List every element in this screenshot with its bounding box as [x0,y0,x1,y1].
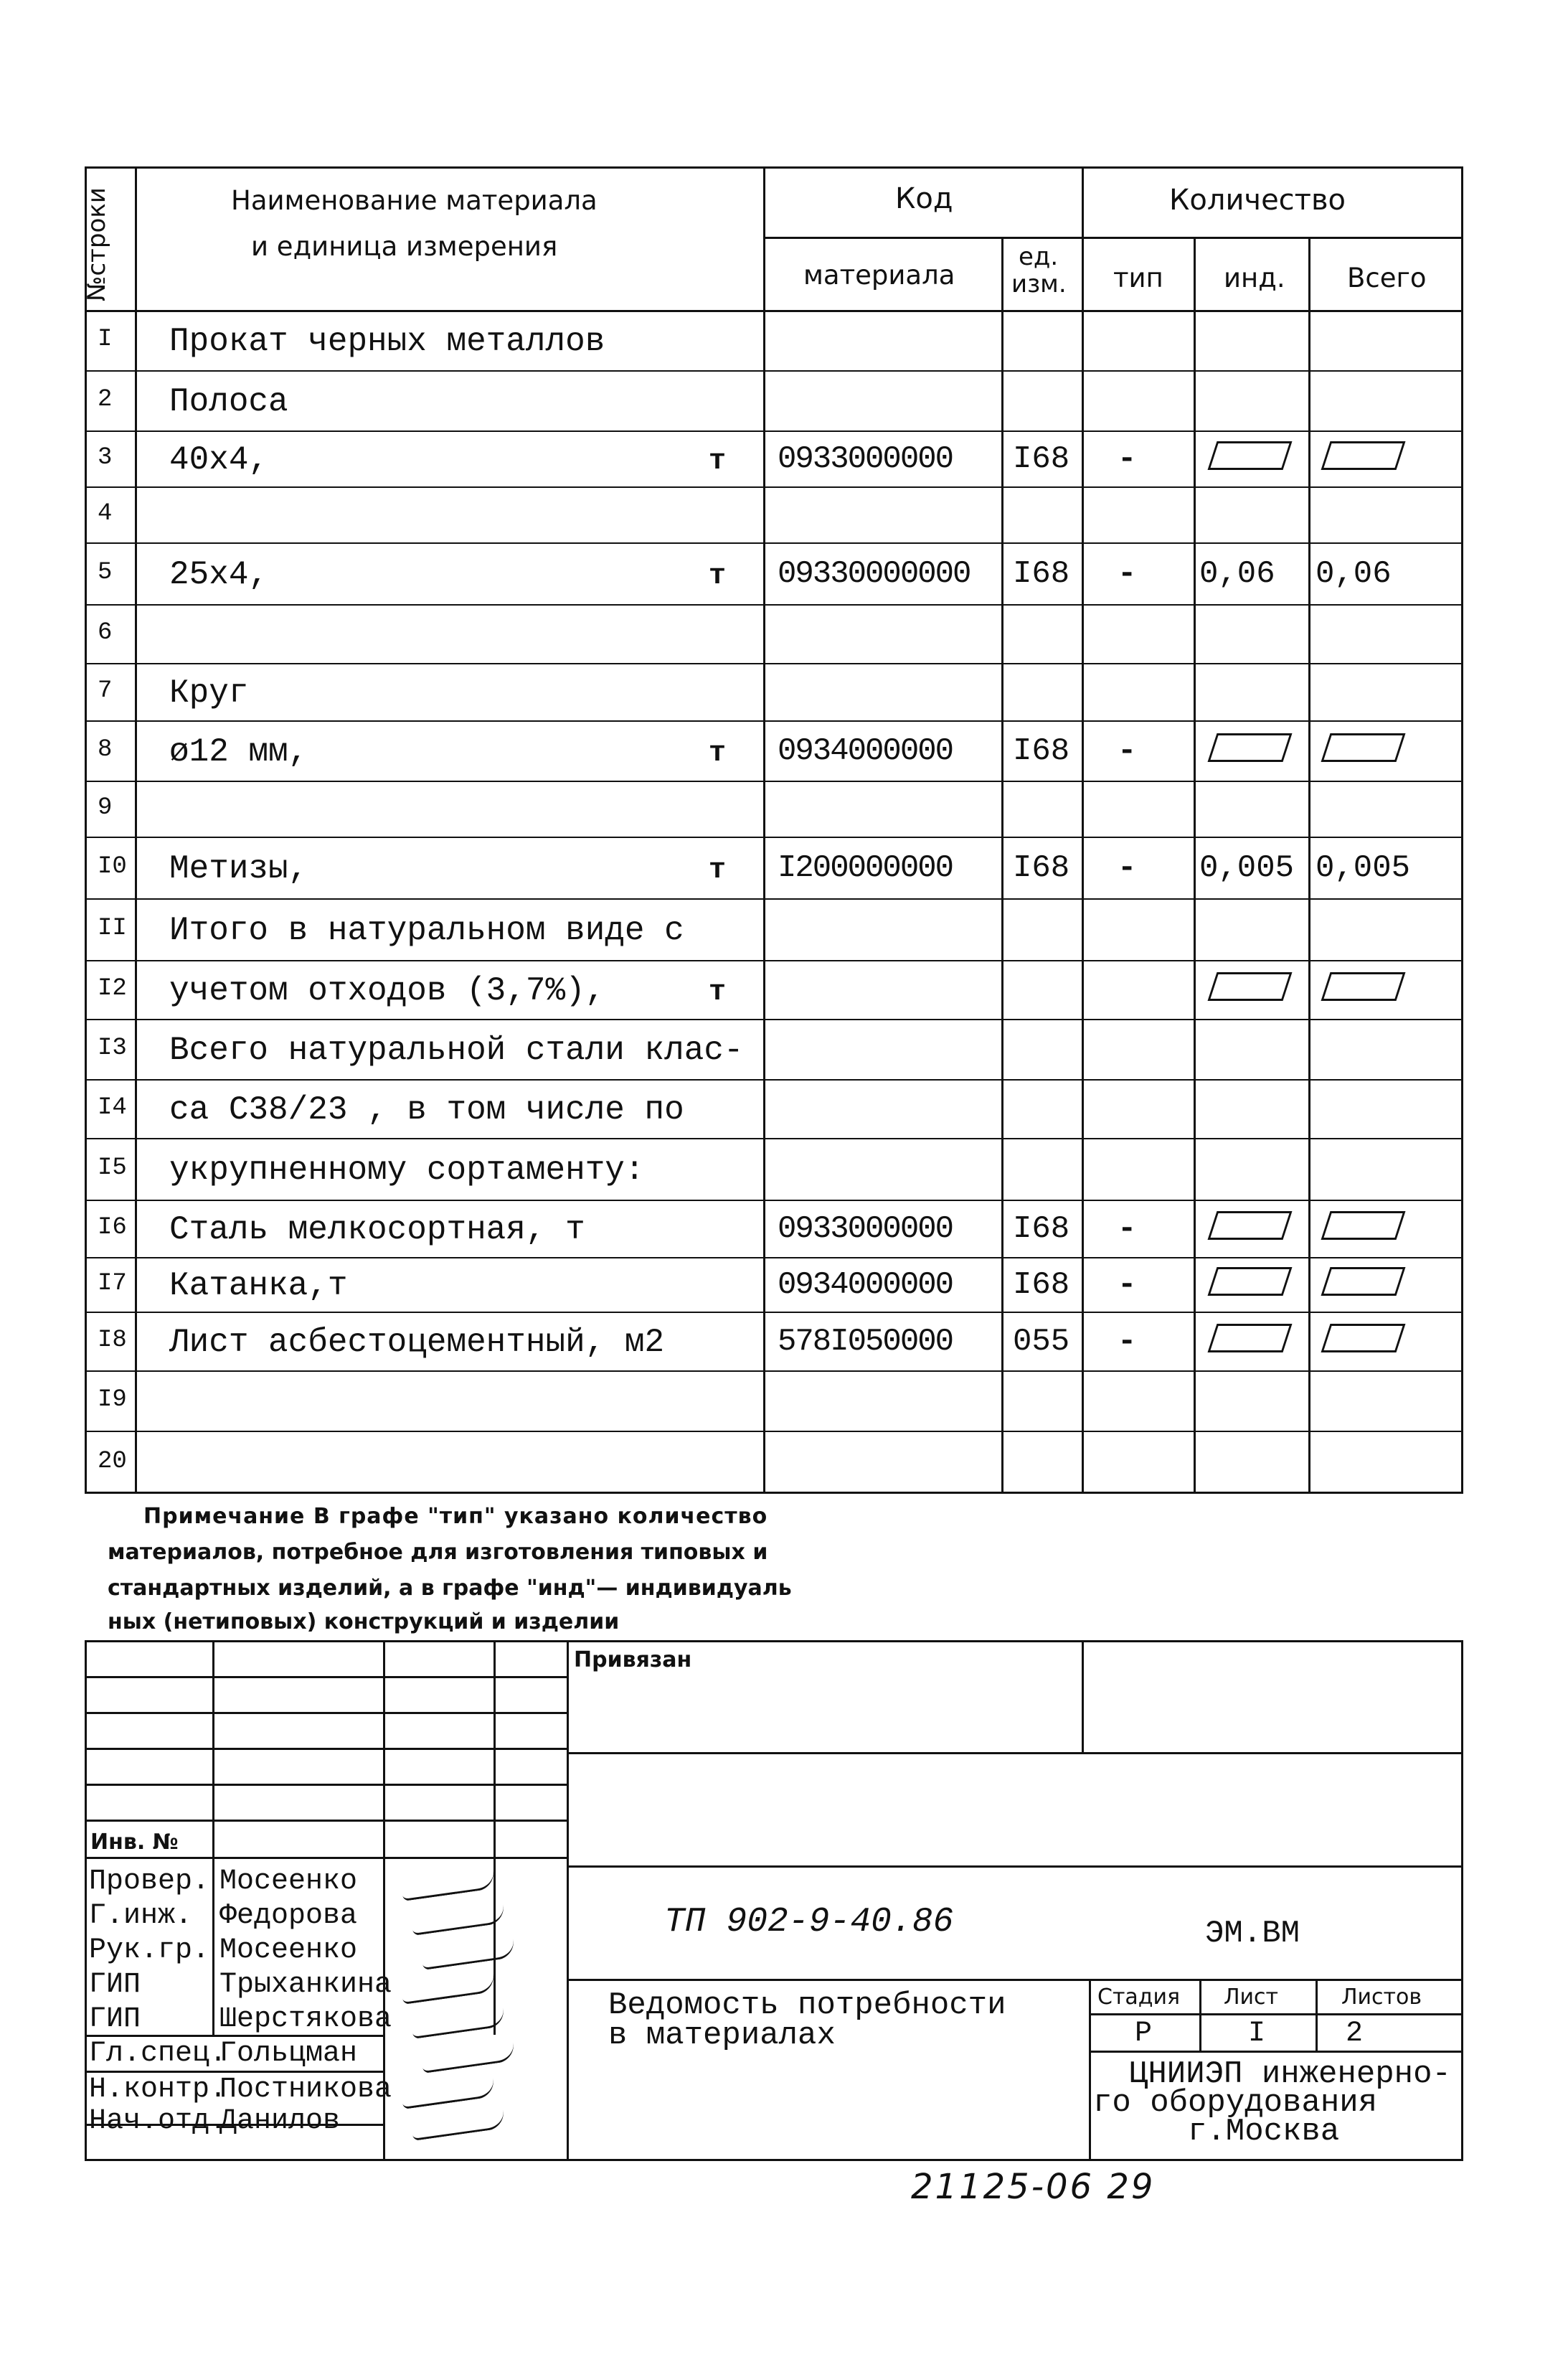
material-name: Прокат черных металлов [169,323,605,360]
row-number: I4 [98,1094,127,1121]
signer-role: Провер. [89,1865,210,1898]
divider [1089,1979,1091,2161]
type-header: тип [1113,263,1163,293]
signer-name: Мосеенко [219,1934,358,1967]
row-divider [85,1019,1463,1020]
blank-value-box [1321,1267,1406,1296]
code-header: Код [895,182,953,215]
signer-name: Гольцман [219,2038,358,2070]
divider [1199,1979,1201,2051]
divider [1308,237,1310,1494]
inventory-label: Инв. № [90,1830,179,1855]
row-number: 7 [98,677,113,705]
row-divider [85,1431,1463,1432]
divider [763,166,765,1494]
measure-code: I68 [1013,1267,1070,1303]
quantity-header: Количество [1169,184,1346,217]
signer-name: Федорова [219,1900,358,1932]
blank-value-box [1208,972,1293,1001]
material-name: Всего натуральной стали клас- [169,1032,744,1069]
row-number: 8 [98,736,113,763]
sheet-value: I [1248,2018,1266,2050]
type-value: - [1118,1267,1137,1303]
material-unit-header: и единица измерения [251,231,558,262]
signer-role: ГИП [89,1969,141,2001]
ind-header: инд. [1224,263,1285,293]
row-unit: т [709,446,727,478]
sheets-label: Листов [1341,1985,1422,2010]
sheets-value: 2 [1346,2018,1364,2050]
row-number: II [98,915,127,942]
material-name: Метизы, [169,850,308,888]
footer-number: 21125-06 29 [911,2167,1156,2207]
row-unit: т [709,976,727,1009]
material-name: Полоса [169,383,288,420]
row-number: I0 [98,853,127,880]
material-code: 578I050000 [778,1324,953,1360]
note-line-1: Примечание В графе "тип" указано количество [143,1504,768,1529]
material-code: 0934000000 [778,733,953,769]
blank-value-box [1321,1324,1406,1352]
signer-name: Шерстякова [219,2003,392,2036]
row-number: I8 [98,1327,127,1354]
blank-value-box [1208,1211,1293,1240]
ind-value: 0,005 [1199,850,1295,886]
divider [1089,2013,1463,2015]
row-number: 4 [98,500,113,527]
signer-role: Нач.отд. [89,2105,227,2137]
divider [85,1712,567,1714]
signer-name: Мосеенко [219,1865,358,1898]
divider [1082,166,1084,1494]
signer-name: Трыханкина [219,1969,392,2001]
row-divider [85,1257,1463,1258]
divider [212,1640,214,2035]
row-number: 5 [98,559,113,586]
blank-value-box [1321,733,1406,762]
unit-header-2: изм. [1011,270,1067,298]
row-divider [85,898,1463,900]
material-name: 25x4, [169,556,269,593]
material-name: ø12 мм, [169,733,308,771]
divider [1001,237,1003,1494]
row-unit: т [709,738,727,770]
row-number: I2 [98,975,127,1002]
divider [85,2071,383,2073]
type-value: - [1118,1211,1137,1247]
material-code: 0933000000 [778,1211,953,1247]
row-number: I9 [98,1386,127,1413]
row-divider [85,1138,1463,1139]
material-code: 09330000000 [778,556,970,592]
divider [135,166,137,1494]
row-number: 3 [98,444,113,471]
divider [1082,1640,1084,1752]
divider [1089,2051,1463,2053]
row-unit: т [709,560,727,593]
note-line-4: ных (нетиповых) конструкций и изделии [108,1609,620,1634]
note-line-2: материалов, потребное для изготовления типовых и [108,1540,768,1565]
organization-line-1: ЦНИИЭП инженерно- [1129,2056,1451,2092]
stage-value: Р [1135,2018,1153,2050]
row-divider [85,604,1463,606]
blank-value-box [1321,972,1406,1001]
type-value: - [1118,441,1137,477]
row-unit: т [709,855,727,887]
row-number: I [98,326,113,353]
row-divider [85,542,1463,544]
row-number: I3 [98,1035,127,1062]
material-name: 40x4, [169,441,269,479]
divider [85,1748,567,1750]
measure-code: I68 [1013,1211,1070,1247]
divider [567,1640,569,2161]
measure-code: I68 [1013,556,1070,592]
type-value: - [1118,733,1137,769]
organization-line-3: г.Москва [1188,2114,1340,2150]
total-header: Всего [1347,263,1427,293]
signer-role: ГИП [89,2003,141,2036]
material-name-header: Наименование материала [231,185,598,216]
row-divider [85,430,1463,432]
note-line-3: стандартных изделий, а в графе "инд"— индивидуаль [108,1576,792,1601]
material-name: учетом отходов (3,7%), [169,972,605,1009]
sheet-label: Лист [1224,1985,1279,2010]
divider [1194,237,1196,1494]
signer-role: Гл.спец. [89,2038,227,2070]
row-divider [85,1079,1463,1081]
material-code: I200000000 [778,850,953,886]
row-divider [85,1200,1463,1201]
divider [85,310,1463,312]
row-number: I6 [98,1214,127,1241]
measure-code: I68 [1013,850,1070,886]
row-divider [85,486,1463,488]
blank-value-box [1208,733,1293,762]
row-number-header: №строки [82,187,111,301]
signer-name: Данилов [219,2105,341,2137]
divider [85,1857,567,1859]
row-divider [85,1312,1463,1313]
row-divider [85,370,1463,372]
blank-value-box [1208,441,1293,470]
document-title-2: в материалах [608,2018,836,2053]
material-name: Лист асбестоцементный, м2 [169,1324,665,1361]
stage-label: Стадия [1097,1985,1181,2010]
material-name: са С38/23 , в том числе по [169,1091,684,1129]
divider [567,1865,1463,1868]
signer-role: Рук.гр. [89,1934,210,1967]
signer-role: Г.инж. [89,1900,193,1932]
row-divider [85,663,1463,664]
divider [567,1979,1463,1981]
row-number: I7 [98,1270,127,1297]
divider [493,1640,496,2035]
material-code: 0933000000 [778,441,953,477]
type-value: - [1118,1324,1137,1360]
divider [1316,1979,1318,2051]
material-name: Круг [169,674,249,712]
divider [567,1752,1463,1754]
row-number: I5 [98,1154,127,1182]
divider [85,1676,567,1678]
total-value: 0,06 [1316,556,1392,592]
material-name: Итого в натуральном виде с [169,912,684,949]
blank-value-box [1208,1267,1293,1296]
blank-value-box [1321,1211,1406,1240]
type-value: - [1118,850,1137,886]
row-divider [85,837,1463,838]
document-code: ТП 902-9-40.86 [664,1903,954,1942]
row-divider [85,1370,1463,1372]
unit-header-1: ед. [1019,243,1059,271]
measure-code: 055 [1013,1324,1070,1360]
row-number: 6 [98,619,113,646]
blank-value-box [1321,441,1406,470]
divider [85,1820,567,1822]
signer-role: Н.контр. [89,2074,227,2106]
material-name: Катанка,т [169,1267,348,1304]
row-number: 9 [98,794,113,822]
row-divider [85,960,1463,961]
material-code-header: материала [803,260,955,291]
divider [85,1784,567,1786]
type-value: - [1118,556,1137,592]
material-name: укрупненному сортаменту: [169,1152,645,1189]
signer-name: Постникова [219,2074,392,2106]
privyazan-label: Привязан [574,1647,692,1672]
document-title-1: Ведомость потребности [608,1987,1006,2023]
organization-line-2: го оборудования [1093,2085,1378,2121]
row-divider [85,781,1463,782]
row-number: 20 [98,1448,127,1475]
measure-code: I68 [1013,733,1070,769]
divider [763,237,1463,239]
row-divider [85,720,1463,722]
document-mark: ЭМ.ВМ [1205,1916,1300,1952]
row-number: 2 [98,386,113,413]
total-value: 0,005 [1316,850,1411,886]
material-name: Сталь мелкосортная, т [169,1211,585,1248]
material-code: 0934000000 [778,1267,953,1303]
blank-value-box [1208,1324,1293,1352]
ind-value: 0,06 [1199,556,1275,592]
measure-code: I68 [1013,441,1070,477]
